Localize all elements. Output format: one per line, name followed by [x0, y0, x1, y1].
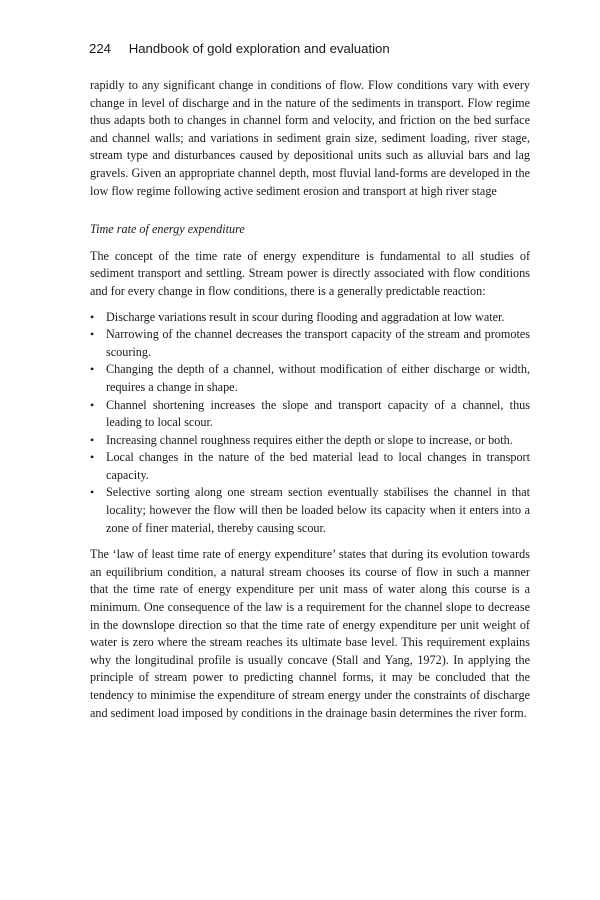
list-item: • Local changes in the nature of the bed material lead to local changes in transport capacity.: [90, 449, 530, 484]
list-item: • Selective sorting along one stream section eventually stabilises the channel in that locality; however the flow will then be loaded below its capacity when it enters into a zone of finer material, thereby causing scour.: [90, 484, 530, 537]
list-item: • Changing the depth of a channel, without modification of either discharge or width, requires a change in shape.: [90, 361, 530, 396]
book-page: [90, 40, 530, 722]
list-item: • Narrowing of the channel decreases the transport capacity of the stream and promotes scouring.: [90, 326, 530, 361]
page-number: 224: [89, 41, 112, 56]
list-item: • Increasing channel roughness requires either the depth or slope to increase, or both.: [90, 432, 530, 450]
section-heading: Time rate of energy expenditure: [90, 222, 245, 237]
body-text: [90, 77, 530, 722]
book-title: Handbook of gold exploration and evaluation: [128, 41, 390, 56]
closing-paragraph: The ‘law of least time rate of energy expenditure’ states that during its evolution towards an equilibrium condition, a natural stream chooses its course of flow in such a manner that the time rate of energy expenditure per unit mass of water along this course is a minimum. One consequence of the law is a requirement for the channel slope to decrease in the downslope direction so that the time rate of energy expenditure per unit weight of water is zero where the stream reaches its ultimate base level. This requirement explains why the longitudinal profile is usually concave (Stall and Yang, 1972). In applying the principle of stream power to predicting channel forms, it may be concluded that the tendency to minimise the expenditure of stream energy under the constraints of discharge and sediment load imposed by conditions in the drainage basin determines the river form.: [90, 547, 530, 720]
list-item: • Discharge variations result in scour during flooding and aggradation at low water.: [90, 309, 530, 327]
reaction-bullet-list: [90, 309, 530, 538]
running-head: [89, 40, 530, 58]
opening-paragraph: rapidly to any significant change in conditions of flow. Flow conditions vary with every change in level of discharge and in the nature of the sediments in transport. Flow regime thus adapts both to changes in channel form and velocity, and friction on the bed surface and channel walls; and variations in sediment grain size, sediment loading, river stage, stream type and disturbances caused by depositional units such as alluvial bars and lag gravels. Given an appropriate channel depth, most fluvial land-forms are developed in the low flow regime following active sediment erosion and transport at high river stage: [90, 78, 530, 198]
section-intro-paragraph: The concept of the time rate of energy expenditure is fundamental to all studies of sediment transport and settling. Stream power is directly associated with flow conditions and for every change in flow conditions, there is a generally predictable reaction:: [90, 248, 530, 298]
list-item: • Channel shortening increases the slope and transport capacity of a channel, thus leading to local scour.: [90, 397, 530, 432]
